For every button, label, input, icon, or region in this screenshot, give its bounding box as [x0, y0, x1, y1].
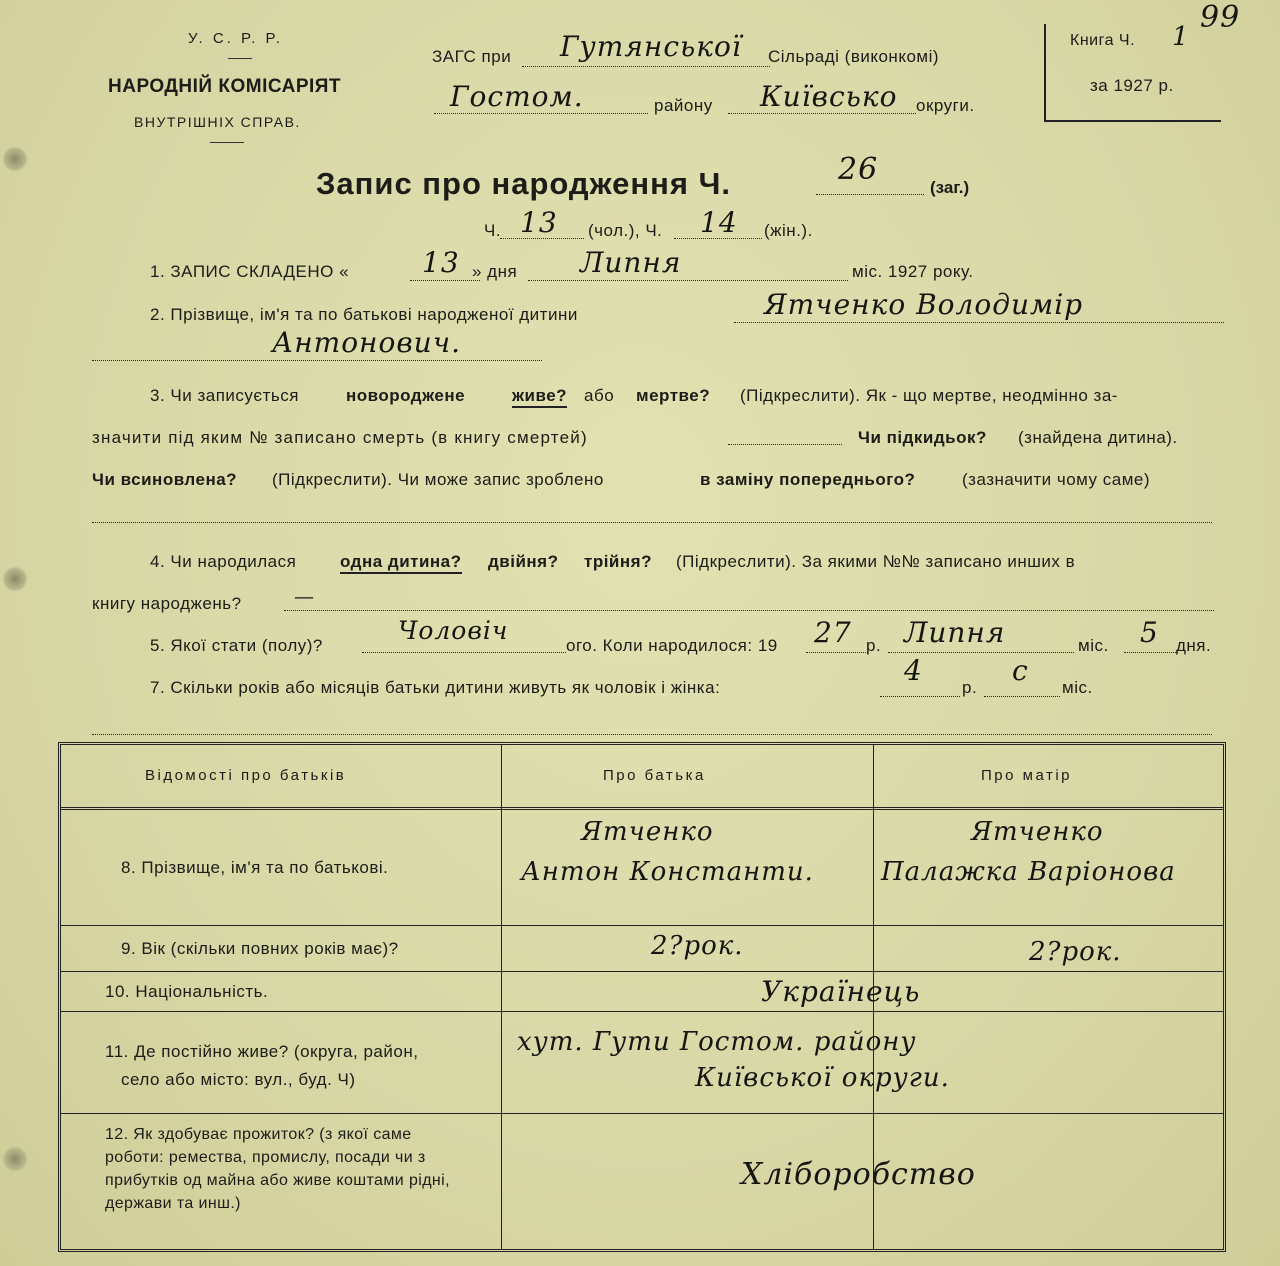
item4-value: —: [294, 584, 315, 608]
item5-sex-underline: [362, 652, 566, 653]
item7-months-underline: [984, 696, 1060, 697]
row11-label-line2: село або місто: вул., буд. Ч): [121, 1070, 356, 1089]
item7-years-underline: [880, 696, 960, 697]
item4-twins: двійня?: [488, 552, 559, 571]
district-underline: [434, 113, 648, 114]
item4-line2: книгу народжень?: [92, 594, 242, 613]
item3-alive: живе?: [512, 386, 567, 408]
row8-label: 8. Прізвище, ім'я та по батькові.: [121, 858, 389, 877]
table-header-father: Про батька: [603, 767, 706, 784]
row10-nationality: Українець: [761, 975, 921, 1008]
commissariat-title: НАРОДНІЙ КОМІСАРІЯТ: [108, 76, 342, 97]
item7-label: 7. Скільки років або місяців батьки дитини живуть як чоловік і жінка:: [150, 678, 721, 697]
item3-adopted: Чи всиновлена?: [92, 470, 238, 489]
row8-mother-surname: Ятченко: [971, 817, 1104, 847]
item2-label: 2. Прізвище, ім'я та по батькові народженої дитини: [150, 305, 578, 324]
district-label: району: [654, 96, 713, 115]
book-number: 1: [1172, 22, 1190, 52]
item2-underline-2: [92, 360, 542, 361]
item3-line2-a: значити під яким № записано смерть (в книгу смертей): [92, 428, 588, 447]
item5-sex: Чоловіч: [398, 616, 509, 645]
item1-month: Липня: [580, 246, 682, 279]
table-header-divider: [61, 807, 1223, 810]
item3-blank-line: [92, 522, 1212, 523]
item2-underline: [734, 322, 1224, 323]
male-count: 13: [520, 206, 558, 239]
row9-father-age: 2?рок.: [651, 931, 744, 961]
row8-mother-name: Палажка Варіонова: [881, 857, 1176, 887]
item3-newborn: новороджене: [346, 386, 466, 405]
item5-label: 5. Якої стати (полу)?: [150, 636, 323, 655]
female-count-label: (жін.).: [764, 221, 813, 240]
table-row-divider: [61, 1011, 1223, 1012]
zags-prefix: ЗАГС при: [432, 47, 512, 66]
item5-year: 27: [814, 616, 852, 649]
row11-residence-line1: хут. Гути Гостом. району: [517, 1027, 917, 1057]
okruha-label: округи.: [916, 96, 975, 115]
item1-label: 1. ЗАПИС СКЛАДЕНО «: [150, 262, 350, 281]
header-divider: [210, 142, 244, 143]
row12-label: 12. Як здобуває прожиток? (з якої саме роботи: ремества, промислу, посади чи з прибутків од майна або живе коштами рідні, держави та инш.): [105, 1126, 450, 1212]
record-number-underline: [816, 194, 924, 195]
row8-father-name: Антон Константи.: [521, 857, 814, 887]
table-header-info: Відомості про батьків: [145, 767, 347, 784]
okruha-value: Київсько: [760, 80, 898, 113]
zags-value: Гутянської: [560, 30, 742, 63]
male-count-label: (чол.), Ч.: [588, 221, 663, 240]
book-label: Книга Ч.: [1070, 32, 1136, 49]
table-row-divider: [61, 1113, 1223, 1114]
row12-occupation: Хліборобство: [741, 1157, 976, 1192]
record-title: Запис про народження Ч.: [316, 166, 731, 201]
row8-father-surname: Ятченко: [581, 817, 714, 847]
item4-line1-a: 4. Чи народилася: [150, 552, 297, 571]
male-count-prefix: Ч.: [484, 221, 502, 240]
item2-name: Ятченко Володимір: [764, 288, 1084, 321]
okruha-underline: [728, 113, 916, 114]
punch-hole: [2, 1146, 28, 1172]
item5-mis: міс.: [1078, 636, 1109, 655]
item2-patronymic: Антонович.: [272, 326, 462, 359]
record-number-suffix: (заг.): [930, 178, 970, 197]
row11-residence-line2: Київської округи.: [695, 1063, 950, 1093]
row9-label: 9. Вік (скільки повних років має)?: [121, 939, 399, 958]
item3-dead: мертве?: [636, 386, 711, 405]
item7-r: р.: [962, 678, 978, 697]
row10-label: 10. Національність.: [105, 982, 269, 1001]
item3-line2-underline: [728, 444, 842, 445]
republic-label: У. С. Р. Р.: [188, 30, 283, 47]
item7-blank-line: [92, 734, 1212, 735]
item1-end: міс. 1927 року.: [852, 262, 974, 281]
header-divider: [228, 58, 252, 59]
table-col-divider: [501, 745, 502, 1249]
item5-dnia: дня.: [1176, 636, 1212, 655]
zags-underline: [522, 66, 770, 67]
record-number: 26: [838, 152, 879, 187]
item1-day: 13: [422, 246, 460, 279]
council-label: Сільраді (виконкомі): [768, 47, 940, 66]
book-year: за 1927 р.: [1090, 76, 1174, 95]
item7-years: 4: [904, 654, 923, 687]
parents-table: [58, 742, 1226, 1252]
table-header-mother: Про матір: [981, 767, 1073, 784]
item3-line3-d: (зазначити чому саме): [962, 470, 1151, 489]
item5-month: Липня: [904, 616, 1006, 649]
item1-mid: » дня: [472, 262, 518, 281]
table-row-divider: [61, 971, 1223, 972]
item3-line1-a: 3. Чи записується: [150, 386, 299, 405]
item5-month-underline: [888, 652, 1074, 653]
item5-year-underline: [806, 652, 866, 653]
punch-hole: [2, 146, 28, 172]
item5-r: р.: [866, 636, 882, 655]
item7-months: с: [1012, 654, 1029, 687]
table-row-divider: [61, 925, 1223, 926]
item4-line1-e: (Підкреслити). За якими №№ записано инших в: [676, 552, 1076, 571]
book-page-number: 99: [1200, 0, 1241, 35]
item3-or: або: [584, 386, 615, 405]
item3-line2-c: (знайдена дитина).: [1018, 428, 1178, 447]
item5-when: ого. Коли народилося: 19: [566, 636, 778, 655]
female-count: 14: [700, 206, 738, 239]
item5-day: 5: [1140, 616, 1159, 649]
district-value: Гостом.: [450, 80, 584, 113]
commissariat-subtitle: ВНУТРІШНІХ СПРАВ.: [134, 114, 301, 130]
item3-line3-b: (Підкреслити). Чи може запис зроблено: [272, 470, 604, 489]
item4-triplets: трійня?: [584, 552, 652, 571]
item3-replacement: в заміну попереднього?: [700, 470, 916, 489]
item1-day-underline: [410, 280, 480, 281]
item3-foundling: Чи підкидьок?: [858, 428, 987, 447]
punch-hole: [2, 566, 28, 592]
item1-month-underline: [528, 280, 848, 281]
item3-line1-f: (Підкреслити). Як - що мертве, неодмінно за-: [740, 386, 1118, 405]
item7-mis: міс.: [1062, 678, 1093, 697]
item5-day-underline: [1124, 652, 1178, 653]
row9-mother-age: 2?рок.: [1029, 937, 1122, 967]
item4-single: одна дитина?: [340, 552, 462, 574]
item4-underline: [284, 610, 1214, 611]
row11-label-line1: 11. Де постійно живе? (округа, район,: [105, 1042, 419, 1061]
